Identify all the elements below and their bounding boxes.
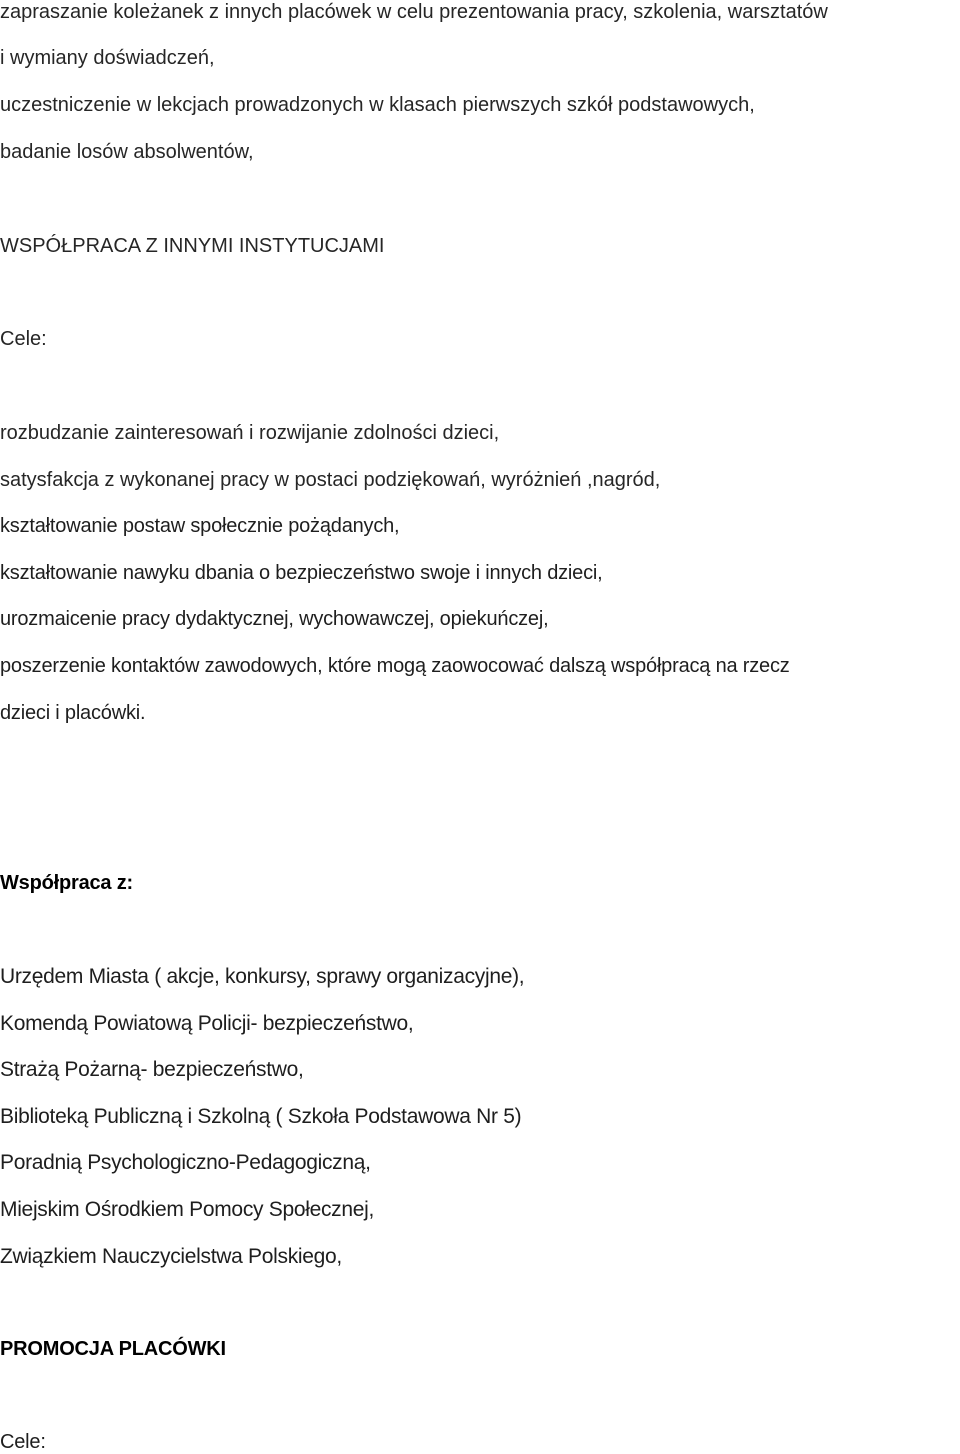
intro-line: badanie losów absolwentów, — [0, 141, 254, 163]
promo-title: PROMOCJA PLACÓWKI — [0, 1338, 226, 1360]
intro-line: i wymiany doświadczeń, — [0, 47, 215, 69]
cooperation-heading: Współpraca z: — [0, 872, 133, 894]
intro-line: zapraszanie koleżanek z innych placówek w celu prezentowania pracy, szkolenia, warsztatów — [0, 1, 828, 23]
goal-item: urozmaicenie pracy dydaktycznej, wychowawczej, opiekuńczej, — [0, 608, 549, 630]
cooperation-item: Biblioteką Publiczną i Szkolną ( Szkoła Podstawowa Nr 5) — [0, 1105, 522, 1128]
cooperation-item: Komendą Powiatową Policji- bezpieczeństwo, — [0, 1012, 414, 1035]
cooperation-item: Urzędem Miasta ( akcje, konkursy, sprawy organizacyjne), — [0, 965, 525, 988]
goals-heading: Cele: — [0, 328, 47, 350]
promo-goals-heading: Cele: — [0, 1431, 46, 1453]
section-title: WSPÓŁPRACA Z INNYMI INSTYTUCJAMI — [0, 235, 385, 257]
intro-line: uczestniczenie w lekcjach prowadzonych w klasach pierwszych szkół podstawowych, — [0, 94, 755, 116]
goal-item: kształtowanie nawyku dbania o bezpieczeństwo swoje i innych dzieci, — [0, 562, 603, 584]
goal-item: rozbudzanie zainteresowań i rozwijanie zdolności dzieci, — [0, 422, 500, 444]
cooperation-item: Strażą Pożarną- bezpieczeństwo, — [0, 1058, 304, 1081]
cooperation-item: Poradnią Psychologiczno-Pedagogiczną, — [0, 1151, 371, 1174]
cooperation-item: Miejskim Ośrodkiem Pomocy Społecznej, — [0, 1198, 375, 1221]
goal-item: kształtowanie postaw społecznie pożądanych, — [0, 515, 400, 537]
goal-item: poszerzenie kontaktów zawodowych, które mogą zaowocować dalszą współpracą na rzecz — [0, 655, 790, 677]
cooperation-item: Związkiem Nauczycielstwa Polskiego, — [0, 1245, 342, 1268]
goal-item: dzieci i placówki. — [0, 702, 146, 724]
goal-item: satysfakcja z wykonanej pracy w postaci podziękowań, wyróżnień ,nagród, — [0, 469, 661, 491]
